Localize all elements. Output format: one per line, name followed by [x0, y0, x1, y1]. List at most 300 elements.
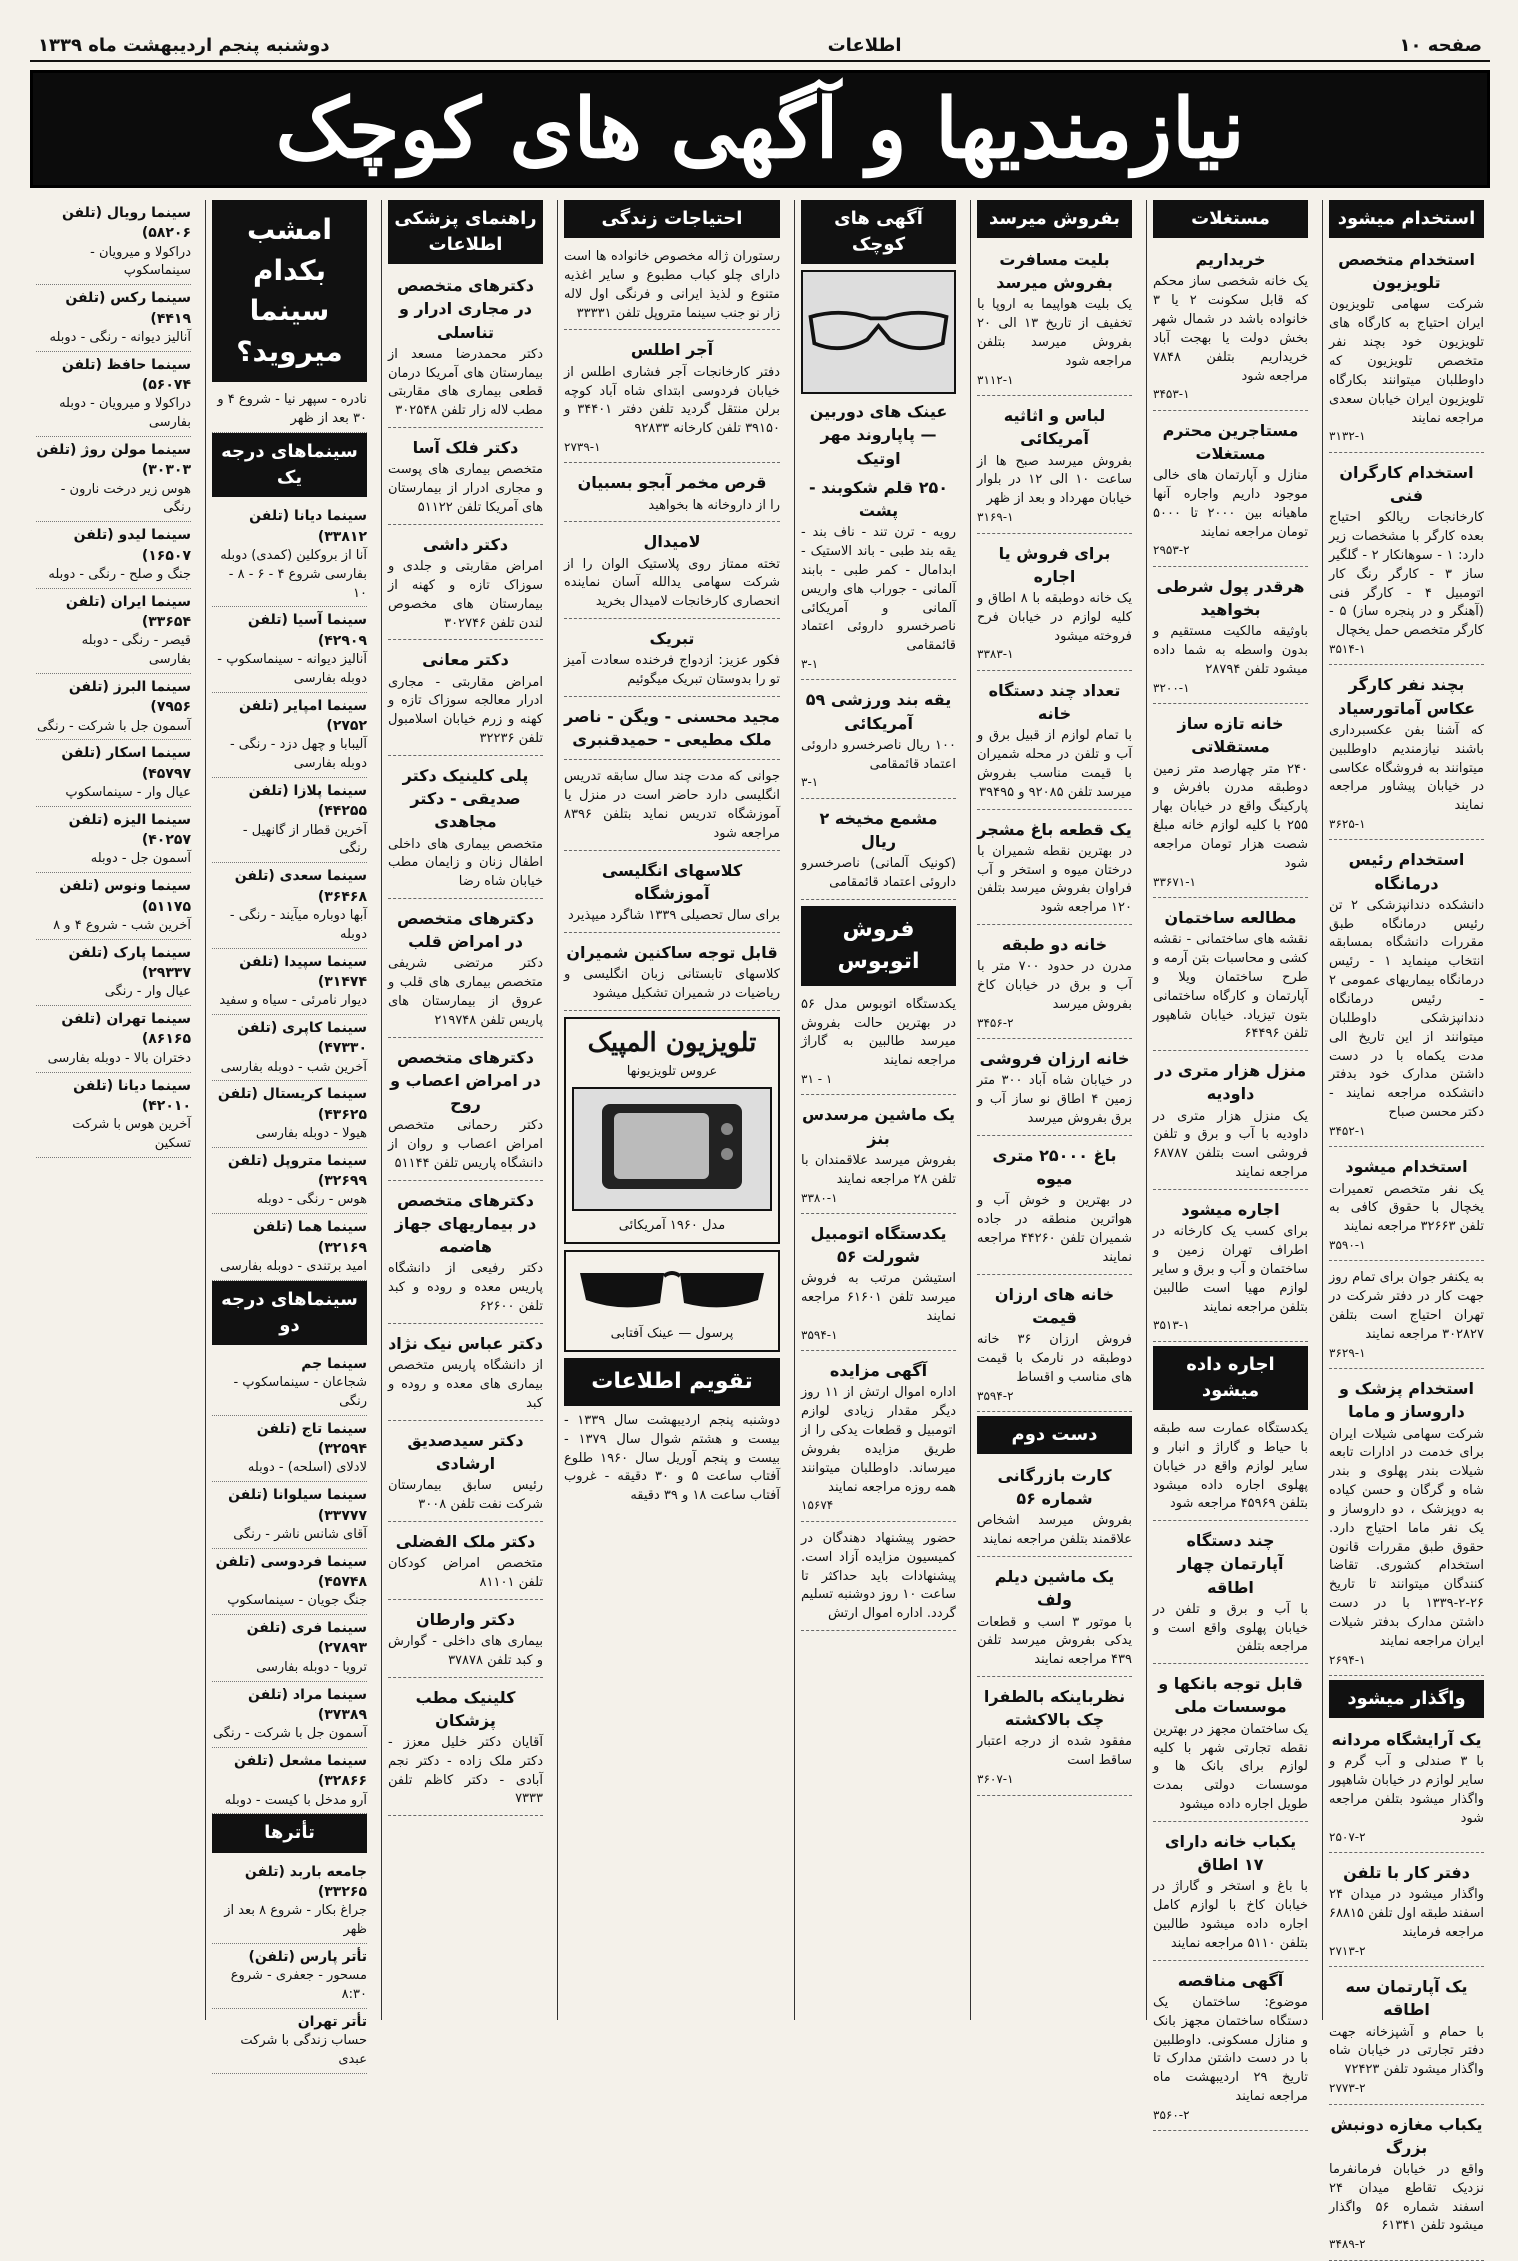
ad-body: متخصص بیماری های پوست و مجاری ادرار از بیمارستان های آمریکا تلفن ۵۱۱۲۲ — [388, 462, 543, 515]
cinema-program: آسمون جل با شرکت - رنگی — [212, 1726, 367, 1742]
ad-title: لباس و اثاثیه آمریکائی — [1003, 406, 1106, 449]
ad-title: منزل هزار متری در داودیه — [1154, 1061, 1307, 1104]
ad-body: با آب و برق و تلفن در خیابان پهلوی واقع است و مراجعه بتلفن — [1153, 1601, 1308, 1655]
television-icon — [592, 1099, 752, 1199]
column-heading: بفروش میرسد — [977, 200, 1132, 238]
cinema-listing — [212, 2009, 367, 2074]
ad-body: جوانی که مدت چند سال سابقه تدریس انگلیسی دارد حاضر است در منزل یا آموزشگاه تدریس نماید بتلفن ۸۳۹۶ مراجعه شود — [564, 769, 780, 841]
column-life-needs — [557, 200, 786, 2020]
column-heading: آگهی های کوچک — [801, 200, 956, 264]
ad-list — [977, 1460, 1132, 1795]
cinema-program: مسحور - جعفری - شروع ۸:۳۰ — [230, 1968, 367, 2002]
ad-body: به یکنفر جوان برای تمام روز جهت کار در دفتر شرکت در تهران احتیاج است بتلفن ۳۰۲۸۲۷ مراجعه نمایند — [1329, 1270, 1484, 1342]
page-label: صفحه ۱۰ — [1399, 34, 1482, 56]
classified-ad — [1153, 1525, 1308, 1664]
ad-title: یک ماشین مرسدس بنز — [801, 1105, 956, 1148]
ad-title: قرص مخمر آبجو بسبیان — [577, 473, 767, 493]
ad-title: یک آرایشگاه مردانه — [1331, 1730, 1482, 1750]
ad-number: ۳۳۸۰-۱ — [801, 1190, 838, 1205]
classified-ad — [564, 937, 780, 1011]
classified-ad — [1329, 1971, 1484, 2104]
cinema-program: دراکولا و میرویان - دوبله بفارسی — [59, 396, 191, 431]
classified-ad — [1329, 844, 1484, 1147]
cinema-program: امید برتندی - دوبله بفارسی — [220, 1258, 367, 1274]
classified-ad — [1329, 1857, 1484, 1967]
cinema-listing — [212, 1015, 367, 1081]
classified-ad — [977, 1043, 1132, 1136]
ad-body: دکتر مرتضی شریفی متخصص بیماری های قلب و عروق از بیمارستان های پاریس تلفن ۲۱۹۷۴۸ — [388, 956, 543, 1028]
ad-number: ۳۴۸۹-۲ — [1329, 2237, 1366, 2252]
ad-title: اجاره میشود — [1181, 1200, 1280, 1219]
classified-ad — [1153, 1965, 1308, 2132]
classified-ad — [1329, 244, 1484, 453]
cinema-name: سینما فردوسی (تلفن ۴۵۷۴۸) — [215, 1553, 367, 1591]
ad-list — [801, 472, 956, 900]
ad-number: ۳۱۳۲-۱ — [1329, 429, 1366, 444]
cinema-listing — [212, 1748, 367, 1814]
ad-number: ۳۵۹۴-۲ — [977, 1388, 1014, 1403]
cinema-program: آنالیز دیوانه - رنگی - دوبله — [49, 329, 191, 345]
classified-ad — [801, 1526, 956, 1631]
theater-list — [212, 1859, 367, 2074]
ad-title: یکباب خانه دارای ۱۷ اطاق — [1164, 1831, 1297, 1875]
calendar-heading: تقویم اطلاعات — [564, 1358, 780, 1406]
ad-body: که آشنا بفن عکسبرداری باشند نیازمندیم داوطلبین میتوانند به فروشگاه عکاسی در خیابان پیشاور مراجعه نمایند — [1329, 722, 1484, 814]
ad-body: حضور پیشنهاد دهندگان در کمیسیون مزایده آزاد است. پیشنهادات باید حداکثر تا ساعت ۱۰ روز دوشنبه تسلیم گردد. اداره اموال ارتش — [801, 1530, 956, 1622]
classified-ad — [801, 1218, 956, 1351]
cinema-name: سینما رویال (تلفن ۵۸۲۰۶) — [61, 205, 191, 242]
ad-number: ۳۴۵۶-۲ — [977, 1015, 1014, 1030]
ad-title: یکباب مغازه دونبش بزرگ — [1330, 2114, 1483, 2157]
issue-date: دوشنبه پنجم اردیبهشت ماه ۱۳۳۹ — [38, 34, 330, 56]
classified-ad — [977, 1460, 1132, 1557]
ad-body: رویه - ترن تند - ناف بند - یقه بند طبی - باند الاستیک - ابدامال - کمر طبی - بابند آلمانی - جوراب های واریس آلمانی و آمریکائی ناصرخسرو داروئی اعتماد قائمقامی — [801, 525, 956, 654]
ad-number: ۳۱۱۲-۱ — [977, 372, 1014, 387]
ad-body: باوثیقه مالکیت مستقیم و بدون واسطه به شما داده میشود تلفن ۲۸۷۹۴ — [1153, 624, 1308, 677]
column-medical-guide — [381, 200, 549, 2020]
cinema-program: ترویا - دوبله بفارسی — [256, 1659, 367, 1675]
cinema-name: سینما البرز (تلفن ۷۹۵۶) — [68, 679, 191, 716]
ad-title: استخدام کارگران فنی — [1339, 462, 1474, 505]
ad-body: استیشن مرتب به فروش میرسد تلفن ۶۱۶۰۱ مراجعه نمایند — [801, 1271, 956, 1324]
tv-caption: مدل ۱۹۶۰ آمریکائی — [618, 1218, 726, 1234]
ad-list — [977, 244, 1132, 1412]
cinema-listing — [36, 807, 191, 873]
classified-ad — [1153, 1416, 1308, 1521]
cinema-name: سینما مشعل (تلفن ۳۲۸۶۶) — [234, 1753, 367, 1790]
cinema-name: سینما امپایر (تلفن ۲۷۵۲) — [238, 697, 367, 734]
classified-ad — [388, 432, 543, 525]
classified-ad — [1329, 669, 1484, 840]
column-subheading: دست دوم — [977, 1416, 1132, 1454]
ad-body: متخصص امراض کودکان تلفن ۸۱۱۰۱ — [388, 1555, 543, 1590]
glasses-caption: عینک های دوربین — پاپاروند مهر اوتیک — [809, 402, 948, 468]
tv-illustration — [572, 1087, 772, 1211]
ad-body: متخصص بیماری های داخلی اطفال زنان و زایمان مطب خیابان شاه رضا — [388, 836, 543, 890]
cinema-name: سینما سیلوانا (تلفن ۳۳۷۷۷) — [228, 1487, 367, 1524]
cinema-name: جامعه باربد (تلفن ۳۳۲۶۵) — [244, 1863, 367, 1900]
ad-body: دکتر محمدرضا مسعد از بیمارستان های آمریکا درمان قطعی بیماری های مقاربتی مطب لاله زار تلفن ۳۰۲۵۴۸ — [388, 346, 543, 419]
cinema-listing — [36, 589, 191, 674]
tv-subtitle: عروس تلویزیونها — [626, 1063, 718, 1079]
cinema-listing — [36, 522, 191, 588]
cinema-program: جنگ جویان - سینماسکوپ — [227, 1593, 367, 1609]
cinema-name: سینما متروپل (تلفن ۳۲۶۹۹) — [227, 1152, 367, 1190]
cinema-listing — [212, 1482, 367, 1548]
ad-title: بلیت مسافرت بفروش میرسد — [996, 250, 1113, 293]
ad-number: ۲۷۱۳-۲ — [1329, 1943, 1366, 1958]
ad-body: مفقود شده از درجه اعتبار ساقط است — [977, 1734, 1132, 1769]
theater-heading: تأترها — [212, 1814, 367, 1852]
classified-ad — [388, 270, 543, 428]
ad-list — [564, 244, 780, 1011]
ad-title: استخدام متخصص تلویزیون — [1338, 250, 1475, 293]
ad-body: دانشکده دندانپزشکی ۲ تن رئیس درمانگاه طبق مقررات دانشگاه بمسابقه انتخاب مینماید ۱ - رئیس درمانگاه بیماریهای عمومی ۲ - رئیس درمانگاه دندانپزشکی داوطلبان میتوانند از این تاریخ الی مدت یکماه با در دست داشتن مدارک خود بدفتر دانشکده مراجعه نمایند - دکتر محسن صباح — [1329, 897, 1484, 1121]
ad-title: قابل توجه ساکنین شمیران — [566, 943, 778, 963]
cinema-program: حساب زندگی با شرکت عبدی — [240, 2033, 367, 2067]
ad-body: امراض مقاربتی و جلدی و سوزاک تازه و کهنه از بیمارستان های مخصوص لندن تلفن ۳۰۲۷۴۶ — [388, 559, 543, 631]
cinema-listing — [212, 1148, 367, 1214]
classified-ad — [977, 1279, 1132, 1412]
cinema-program: آرو مدخل با کیست - دوبله — [224, 1792, 367, 1808]
cinema-listing — [212, 1944, 367, 2009]
cinema-program: عیال وار - رنگی — [104, 984, 191, 1000]
classified-ad — [388, 760, 543, 899]
banner-title: نیازمندیها و آگهی های کوچک — [275, 81, 1245, 177]
cinema-program: آنا از بروکلین (کمدی) دوبله بفارسی شروع ۴ - ۶ - ۸ - ۱۰ — [220, 547, 367, 601]
cinema-name: سینما ایران (تلفن ۳۳۶۵۴) — [65, 593, 191, 631]
classified-ad — [564, 855, 780, 933]
ad-title: هرقدر پول شرطی بخواهید — [1156, 576, 1305, 620]
ad-title: قابل توجه بانکها و موسسات ملی — [1158, 1674, 1303, 1717]
column-subheading: اجاره داده میشود — [1153, 1346, 1308, 1410]
classified-ad — [388, 1042, 543, 1181]
classified-ad — [977, 538, 1132, 671]
ad-title: یک ماشین دیلم ولف — [994, 1567, 1115, 1610]
classified-ad — [977, 675, 1132, 810]
classified-ad — [977, 1561, 1132, 1677]
column-real-estate — [1146, 200, 1314, 2122]
ad-number: ۳-۱ — [801, 657, 819, 672]
ad-body: رستوران ژاله مخصوص خانواده ها است دارای چلو کباب مطبوع و سایر اغذیه متنوع و لذیذ ایرانی و فرنگی اول لاله زار نو جنب سینما متروپل تلفن ۳۳۳۳۱ — [564, 249, 780, 321]
classified-ad — [564, 764, 780, 850]
classified-ad — [1329, 457, 1484, 666]
ad-title: کلینیک مطب پزشکان — [415, 1687, 516, 1730]
ad-number: ۳۵۶۰-۲ — [1153, 2107, 1190, 2122]
classified-ad — [1329, 1265, 1484, 1369]
cinema-program: آنالیز دیوانه - سینماسکوپ - دوبله بفارسی — [217, 651, 367, 686]
ad-number: ۳۵۹۰-۱ — [1329, 1238, 1366, 1253]
cinema-program: قیصر - رنگی - دوبله بفارسی — [81, 633, 191, 668]
ad-body: کارخانجات ریالکو احتیاج بعده کارگر با مشخصات زیر دارد: ۱ - سوهانکار ۲ - گلگیر ساز ۳ - کارگر رنگ کار اتومبیل ۴ - کارگر فنی (آهنگر و در پنجره ساز) ۵ - کارگر متخصص حمل یخچال — [1329, 510, 1485, 639]
cinema-program: عیال وار - سینماسکوپ — [65, 785, 191, 801]
ad-body: یک خانه شخصی ساز محکم که قابل سکونت ۲ یا ۳ خانواده باشد در شمال شهر بخش دولت یا بهجت آباد خریداریم بتلفن ۷۸۴۸ مراجعه شود — [1153, 274, 1309, 384]
ad-body: ۱۰۰ ریال ناصرخسرو داروئی اعتماد قائمقامی — [801, 737, 956, 772]
ad-body: با موتور ۳ اسب و قطعات یدکی بفروش میرسد تلفن ۴۳۹ مراجعه نمایند — [977, 1614, 1133, 1668]
ad-body: یک خانه دوطبقه با ۸ اطاق و کلیه لوازم در خیابان فرح فروخته میشود — [977, 590, 1132, 644]
cinema-name: سینما حافظ (تلفن ۵۶۰۷۴) — [61, 356, 191, 394]
classified-ad — [977, 929, 1132, 1039]
cinema-intro: نادره - سپهر نیا - شروع ۴ و ۳۰ بعد از ظهر — [212, 388, 367, 433]
cinema-program: هیولا - دوبله بفارسی — [255, 1125, 367, 1141]
ad-body: از دانشگاه پاریس متخصص بیماری های معده و روده و کبد — [388, 1358, 543, 1411]
classified-ad — [388, 1185, 543, 1324]
classified-ad — [564, 701, 780, 760]
ad-title: باغ ۲۵۰۰۰ متری میوه — [992, 1145, 1117, 1189]
ad-title: مستاجرین محترم مستغلات — [1162, 420, 1299, 463]
cinema-listing — [212, 1682, 367, 1748]
column-heading: احتیاجات زندگی — [564, 200, 780, 238]
ad-title: ۲۵۰ قلم شکوبند - پشت — [808, 477, 949, 520]
ad-title: استخدام میشود — [1345, 1157, 1468, 1177]
ad-title: استخدام پزشک و داروساز و ماما — [1339, 1379, 1474, 1422]
ad-title: یقه بند ورزشی ۵۹ آمریکائی — [805, 690, 952, 733]
cinema-listing — [36, 352, 191, 437]
ad-number: ۳۶۲۵-۱ — [1329, 817, 1366, 832]
classified-ad — [388, 1425, 543, 1522]
cinema-program: هوس - رنگی - دوبله — [256, 1192, 367, 1208]
ad-body: در خیابان شاه آباد ۳۰۰ متر زمین ۴ اطاق نو ساز آب و برق بفروش میرسد — [977, 1073, 1132, 1127]
column-heading: امشب بکدام سینما میروید؟ — [212, 200, 367, 382]
cinema-program: آخرین شب - دوبله بفارسی — [220, 1059, 367, 1075]
tv-title: تلویزیون المپیک — [587, 1027, 757, 1058]
columns — [30, 200, 1490, 2252]
ad-body: موضوع: ساختمان یک دستگاه ساختمان مجهز بانک و منازل مسکونی. داوطلبین با در دست داشتن مدارک تا تاریخ ۲۹ اردیبهشت ماه مراجعه نمایند — [1153, 1994, 1308, 2105]
ad-title: خانه های ارزان قیمت — [994, 1284, 1115, 1327]
ad-body: شرکت سهامی شیلات ایران برای خدمت در ادارات تابعه شیلات بندر پهلوی و بندر شاه و گرگان و حسن کیاده به دوپزشک ، دو داروساز و یک نفر ماما احتیاج دارد. حقوق طبق مقررات قانون استخدام کشوری. تقاضا کنندگان میتوانند تا تاریخ ۲۶-۲-۱۳۳۹ با در دست داشتن مدارک بدفتر شیلات ایران مراجعه نمایند — [1329, 1426, 1484, 1649]
ad-title: مشمع مخیخه ۲ ریال — [819, 808, 938, 852]
ad-body: یک بلیت هواپیما به اروپا با تخفیف از تاریخ ۱۳ الی ۲۰ بفروش میرسد بتلفن مراجعه شود — [977, 297, 1132, 369]
classified-ad — [977, 1681, 1132, 1795]
cinema-class-heading: سینماهای درجه دو — [212, 1281, 367, 1345]
cinema-name: سینما کریستال (تلفن ۴۳۶۲۵) — [217, 1086, 367, 1123]
classified-ad — [801, 803, 956, 900]
cinema-name: سینما تهران (تلفن ۸۶۱۶۵) — [61, 1011, 191, 1048]
ad-body: امراض مقاربتی - مجاری ادرار معالجه سوزاک تازه و کهنه و زرم خیابان اسلامبول تلفن ۳۲۲۳۶ — [388, 674, 543, 747]
cinema-name: سینما رکس (تلفن ۴۴۱۹) — [65, 290, 191, 327]
cinema-listing — [36, 740, 191, 806]
ad-body: با حمام و آشپزخانه جهت دفتر تجارتی در خیابان شاه واگذار میشود تلفن ۷۲۴۲۳ — [1329, 2024, 1484, 2078]
classified-ad — [1153, 571, 1308, 704]
ad-title: برای فروش یا اجاره — [998, 543, 1111, 586]
classified-ad — [564, 467, 780, 522]
cinema-program: آخرین قطار از گانهیل - رنگی — [242, 822, 367, 857]
ad-body: یک منزل هزار متری در داودیه با آب و برق و تلفن فروشی است بتلفن ۶۸۷۸۷ مراجعه نمایند — [1153, 1108, 1308, 1181]
ad-body: منازل و آپارتمان های خالی موجود داریم واجاره آنها ماهیانه بین ۲۰۰۰ تا ۵۰۰۰ تومان مراجعه نمایند — [1153, 468, 1309, 540]
ad-list — [1329, 244, 1484, 1676]
classified-ad — [977, 814, 1132, 926]
cinema-program: آبها دوباره میآیند - رنگی - دوبله — [229, 907, 367, 942]
classified-ad — [1153, 1826, 1308, 1961]
section-banner — [30, 70, 1490, 188]
classified-ad — [1153, 902, 1308, 1051]
ad-number: ۳۶۰۷-۱ — [977, 1772, 1014, 1787]
cinema-name: سینما کاپری (تلفن ۴۷۳۳۰) — [237, 1019, 367, 1057]
ad-body: رئیس سابق بیمارستان شرکت نفت تلفن ۳۰۰۸ — [388, 1478, 543, 1512]
ad-body: یک ساختمان مجهز در بهترین نقطه تجارتی شهر با کلیه لوازم برای بانک ها و موسسات دولتی بمدت طویل اجاره داده میشود — [1153, 1721, 1308, 1813]
cinema-listing — [212, 863, 367, 948]
cinema-name: سینما مولن روژ (تلفن ۳۰۳۰۳) — [36, 442, 191, 479]
page-header — [30, 30, 1490, 62]
classified-ad — [388, 1604, 543, 1678]
ad-body: یکدستگاه اتوبوس مدل ۵۶ در بهترین حالت بفروش میرسد طالبین به گاراژ مراجعه نمایند — [801, 996, 956, 1069]
classified-ad — [564, 334, 780, 463]
classified-ad — [564, 244, 780, 330]
ad-title: پلی کلینیک دکتر صدیقی - دکتر مجاهدی — [402, 765, 529, 832]
cinema-listing — [212, 1549, 367, 1615]
cinema-list — [36, 200, 191, 1158]
classified-ad — [801, 684, 956, 798]
classified-ad — [388, 1682, 543, 1817]
paper-name: اطلاعات — [827, 34, 902, 56]
cinema-listing — [36, 437, 191, 522]
ad-body: برای سال تحصیلی ۱۳۳۹ شاگرد میپذیرد — [567, 908, 780, 924]
ad-title: استخدام رئیس درمانگاه — [1348, 850, 1465, 893]
cinema-program: دیوار نامرئی - سیاه و سفید — [219, 993, 367, 1009]
cinema-listing — [36, 1006, 191, 1072]
ad-title: دکترهای متخصص در مجاری ادرار و تناسلی — [397, 276, 534, 342]
cinema-listing — [212, 693, 367, 778]
ad-body: اداره اموال ارتش از ۱۱ روز دیگر مقدار زیادی لوازم اتومبیل و قطعات یدکی را از طریق مزایده بفروش میرساند. داوطلبان میتوانند همه روزه مراجعه نمایند — [801, 1385, 957, 1495]
ad-number: ۲۶۹۴-۱ — [1329, 1652, 1366, 1667]
ad-body: واقع در خیابان فرمانفرما نزدیک تقاطع میدان ۲۴ اسفند شماره ۵۶ واگذار میشود تلفن ۶۱۳۴۱ — [1329, 2161, 1484, 2234]
cinema-listing — [212, 1416, 367, 1482]
cinema-program: آقای شانس ناشر - رنگی — [233, 1526, 367, 1542]
ad-title: بچند نفر کارگر عکاس آماتورسیاد — [1337, 675, 1476, 718]
classified-ad — [1153, 415, 1308, 567]
cinema-name: تأتر تهران — [297, 2013, 367, 2030]
ad-title: مجید محسنی - ویگن - ناصر ملک مطیعی - حمیدقنبری — [564, 707, 780, 750]
sunglasses-ad — [564, 1250, 780, 1352]
ad-body: برای کسب یک کارخانه در اطراف تهران زمین و ساختمان و آب و برق و سایر لوازم مهیا است طالبین بتلفن مراجعه نمایند — [1153, 1224, 1308, 1315]
cinema-class-heading: سینماهای درجه یک — [212, 433, 367, 497]
ad-number: ۲۷۳۹-۱ — [564, 440, 601, 455]
ad-body: با باغ و استخر و گاراژ در خیابان کاخ با لوازم کامل اجاره داده میشود طالبین بتلفن ۵۱۱۰ مراجعه نمایند — [1153, 1879, 1308, 1951]
classified-ad — [1329, 1151, 1484, 1261]
ad-title: دفتر کار با تلفن — [1343, 1863, 1470, 1883]
cinema-name: سینما تاج (تلفن ۳۲۵۹۴) — [256, 1420, 367, 1458]
cinema-listing — [36, 940, 191, 1006]
classified-ad — [1153, 1194, 1308, 1342]
sunglasses-caption: پرسول — عینک آفتابی — [610, 1326, 734, 1342]
ad-title: دکترهای متخصص در بیماریهای جهاز هاضمه — [394, 1190, 537, 1257]
cinema-listing — [36, 200, 191, 285]
cinema-name: سینما مراد (تلفن ۳۷۳۸۹) — [248, 1686, 367, 1723]
ad-title: آگهی مناقصه — [1177, 1970, 1284, 1990]
ad-body: فکور عزیز: ازدواج فرخنده سعادت آمیز تو را بدوستان تبریک میگوئیم — [564, 653, 780, 688]
ad-body: (کونیک آلمانی) ناصرخسرو داروئی اعتماد قائمقامی — [801, 856, 956, 891]
ad-list — [1329, 1724, 1484, 2261]
sunglasses-icon — [572, 1258, 772, 1318]
cinema-name: سینما دیانا (تلفن ۳۳۸۱۲) — [249, 508, 367, 545]
classified-ad — [801, 992, 956, 1096]
cinema-listing — [36, 873, 191, 939]
column-cinemas — [205, 200, 373, 2067]
cinema-listing — [212, 778, 367, 863]
cinema-listing — [36, 1073, 191, 1158]
ad-body: بفروش میرسد اشخاص علاقمند بتلفن مراجعه نمایند — [977, 1513, 1132, 1548]
column-cinemas-continued — [30, 200, 197, 2020]
ad-title: دکتر سیدصدیق ارشادی — [407, 1430, 524, 1473]
cinema-name: سینما دیانا (تلفن ۴۲۰۱۰) — [73, 1077, 191, 1114]
classified-ad — [1153, 1668, 1308, 1822]
cinema-list — [212, 503, 367, 1280]
ad-body: دفتر کارخانجات آجر فشاری اطلس از خیابان فردوسی ابتدای شاه آباد کوچه برلن منتقل گردید تلفن دفتر ۳۴۴۰۱ و ۳۹۱۵۰ تلفن کارخانه ۹۲۸۳۳ — [564, 364, 780, 437]
ad-title: دکتر وارطان — [416, 1609, 515, 1629]
ad-list — [1153, 244, 1308, 1342]
ad-title: لامیدال — [643, 532, 701, 552]
classified-ad — [388, 903, 543, 1038]
ad-title: کلاسهای انگلیسی آموزشگاه — [601, 860, 743, 903]
newspaper-page — [30, 30, 1490, 2252]
cinema-listing — [212, 1214, 367, 1280]
cinema-program: هوس زیر درخت نارون - رنگی — [60, 481, 191, 516]
cinema-program: جراغ بکار - شروع ۸ بعد از ظهر — [224, 1903, 367, 1938]
ad-title: تعداد چند دستگاه خانه — [988, 680, 1121, 724]
ad-title: مطالعه ساختمان — [1164, 908, 1297, 927]
tv-ad — [564, 1017, 780, 1244]
column-employment — [1322, 200, 1490, 2252]
ad-number: ۳-۱ — [801, 775, 819, 790]
cinema-name: سینما آسیا (تلفن ۴۲۹۰۹) — [247, 612, 367, 649]
ad-body: واگذار میشود در میدان ۲۴ اسفند طبقه اول تلفن ۶۸۸۱۵ مراجعه فرمایند — [1329, 1887, 1484, 1940]
glasses-icon — [803, 272, 954, 392]
ad-title: دکتر فلک آسا — [412, 438, 519, 458]
ad-number: ۳۳۸۳-۱ — [977, 647, 1014, 662]
ad-body: نقشه های ساختمانی - نقشه کشی و محاسبات بتن آرمه و طرح ساختمان ویلا و آپارتمان و کارگاه ساختمانی بتون تیزیاد. خیابان شاهپور تلفن ۶۴۴۹۶ — [1153, 932, 1308, 1042]
classified-ad — [564, 623, 780, 697]
ad-number: ۲۵۰۷-۲ — [1329, 1829, 1366, 1844]
classified-ad — [1329, 1373, 1484, 1676]
cinema-program: دختران بالا - دوبله بفارسی — [47, 1050, 191, 1066]
classified-ad — [801, 1355, 956, 1522]
classified-ad — [977, 244, 1132, 396]
ad-body: بفروش میرسد علاقمندان با تلفن ۲۸ مراجعه نمایند — [801, 1152, 956, 1187]
cinema-list — [212, 1351, 367, 1815]
cinema-program: آخرین شب - شروع ۴ و ۸ — [53, 917, 191, 933]
cinema-name: سینما سعدی (تلفن ۳۶۴۶۸) — [234, 868, 367, 905]
ad-number: ۳۱۶۹-۱ — [977, 510, 1014, 525]
cinema-name: سینما سپیدا (تلفن ۳۱۴۷۴) — [239, 953, 367, 990]
ad-list — [388, 270, 543, 1816]
cinema-name: سینما الیزه (تلفن ۴۰۲۵۷) — [68, 811, 191, 849]
classified-ad — [801, 472, 956, 681]
ad-number: ۳۵۹۴-۱ — [801, 1327, 838, 1342]
promo-box: فروش اتوبوس — [801, 906, 956, 986]
classified-ad — [388, 529, 543, 641]
ad-title: چند دستگاه آپارتمان چهار اطاقه — [1177, 1531, 1284, 1597]
classified-ad — [801, 1099, 956, 1213]
ad-list — [801, 992, 956, 1631]
classified-ad — [1153, 708, 1308, 898]
ad-body: دکتر رفیعی از دانشگاه پاریس معده و روده و کبد تلفن ۶۲۶۰۰ — [388, 1261, 543, 1315]
cinema-listing — [212, 1081, 367, 1147]
classified-ad — [1153, 1055, 1308, 1190]
ad-body: را از داروخانه ها بخواهید — [648, 497, 780, 513]
ad-body: در بهترین و خوش آب و هواترین منطقه در جاده شمیران تلفن ۴۴۲۶۰ مراجعه نمایند — [977, 1193, 1132, 1265]
cinema-program: آسمون جل با شرکت - رنگی — [36, 718, 191, 734]
cinema-listing — [212, 1859, 367, 1944]
cinema-listing — [212, 607, 367, 692]
ad-title: خریداریم — [1195, 250, 1266, 270]
ad-body: یکدستگاه عمارت سه طبقه با حیاط و گاراژ و انبار و سایر لوازم واقع در خیابان پهلوی اجاره داده میشود بتلفن ۴۵۹۶۹ مراجعه شود — [1153, 1420, 1308, 1512]
ad-number: ۲۷۷۳-۲ — [1329, 2081, 1366, 2096]
cinema-program: آلیبابا و چهل دزد - رنگی - دوبله بفارسی — [229, 737, 367, 772]
ad-title: آجر اطلس — [630, 340, 714, 360]
column-small-ads — [794, 200, 962, 2020]
classified-ad — [564, 526, 780, 619]
ad-title: یک قطعه باغ مشجر — [977, 819, 1132, 839]
